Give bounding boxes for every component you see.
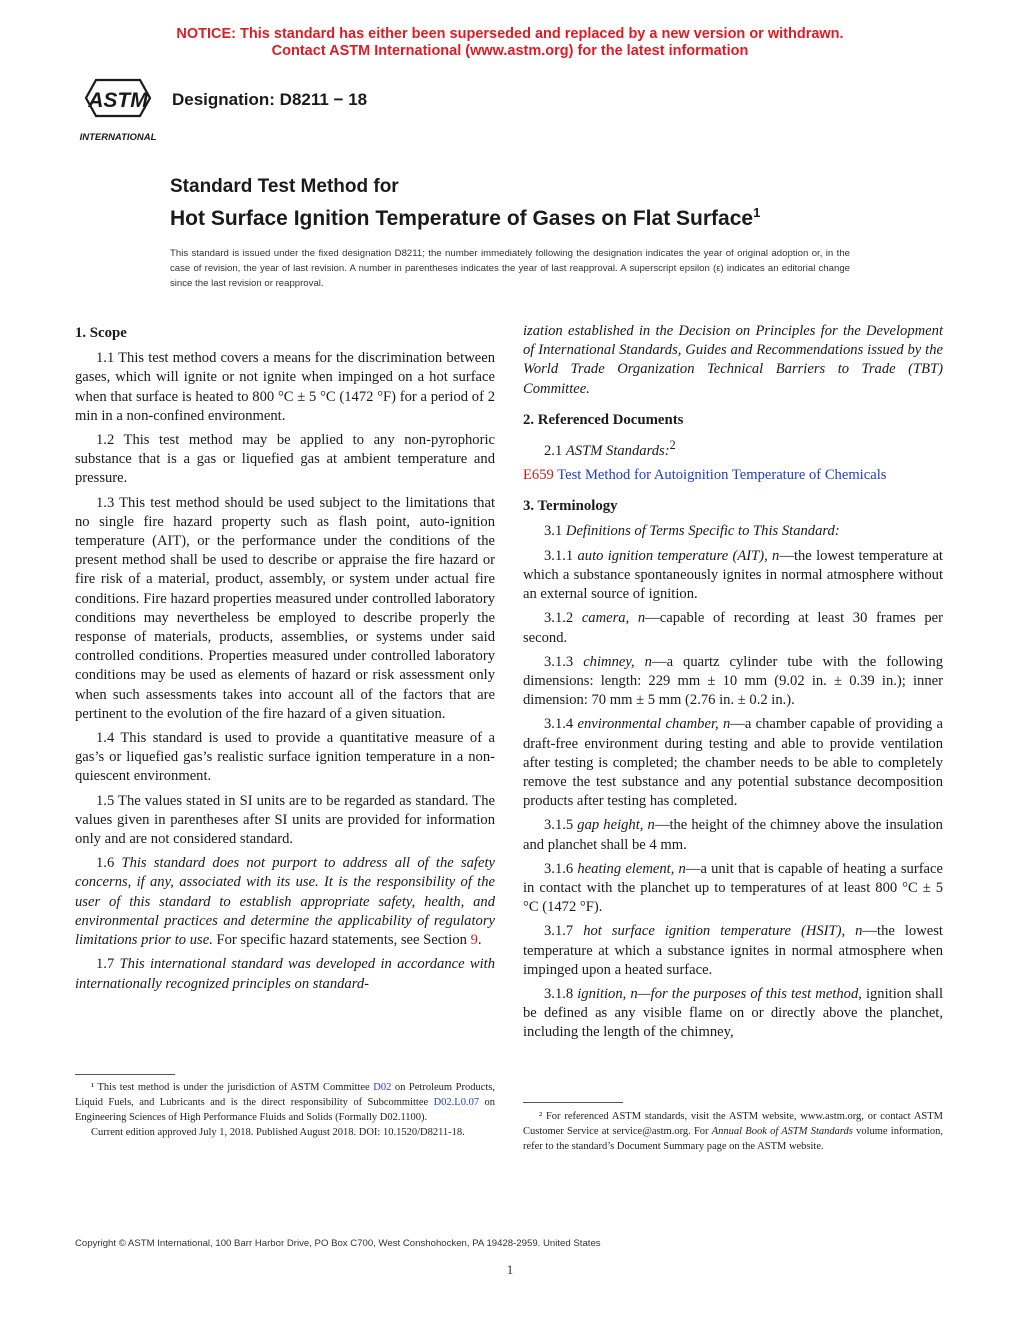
para-1-7-italic: This international standard was developed in accordance with internationally recognized principles on standard-	[75, 956, 496, 992]
para-1-7-continued: ization established in the Decision on Principles for the Development of International Standards, Guides and Recommendations issued by the World Trade Organization Technical Barriers to Trade (TBT) Committee.	[523, 323, 943, 397]
fn2-italic: Annual Book of ASTM Standards	[711, 1126, 853, 1137]
para-1-3: 1.3 This test method should be used subject to the limitations that no single fire hazard property such as flash point, auto-ignition temperature (AIT), or the performance under the conditions of the present method shall be used to describe or appraise the fire hazard or fire risk of a material, product, assembly, or system under actual fire conditions. Fire hazard properties measured under controlled laboratory conditions may nevertheless be employed to describe properly the response of materials, products, assemblies, or systems under said controlled conditions. Properties measured under controlled laboratory conditions may be used as elements of hazard or risk assessment only when such assessments takes into account all of the factors that are pertinent to the evolution of the fire hazard of a given situation.	[75, 494, 495, 722]
term-def: —the height of the chimney above the insulation and planchet shall be 4 mm.	[523, 817, 943, 853]
term-def: —a chamber capable of providing a draft-free environment during testing and able to provide ventilation after testing is completed; the chamber needs to be able to completely remove the test substance and any potential substance decomposition products after testing has completed.	[523, 716, 943, 810]
term-name: heating element, n	[577, 860, 686, 877]
notice-line-2: Contact ASTM International (www.astm.org) for the latest information	[271, 43, 749, 59]
footnote-rule-left	[75, 1074, 175, 1075]
logo-mark: ASTM	[88, 89, 148, 112]
para-1-4: 1.4 This standard is used to provide a quantitative measure of a gas’s or liquefied gas’s realistic surface ignition temperature in a non-quiescent environment.	[75, 730, 495, 785]
footnote-2-marker: 2	[669, 438, 676, 453]
fn2-part: ² For referenced ASTM standards, visit the ASTM website, www.astm.org, or contact ASTM Customer Service at service@astm.org. For	[523, 1111, 943, 1137]
term-def: —a quartz cylinder tube with the following dimensions: length: 229 mm ± 10 mm (9.02 in. ± 0.39 in.); inner dimension: 70 mm ± 5 mm (2.76 in. ± 0.2 in.).	[523, 653, 943, 709]
term-name: environmental chamber, n	[577, 716, 731, 733]
committee-d02-link[interactable]: D02	[373, 1082, 392, 1093]
term-name: auto ignition temperature (AIT), n	[577, 547, 780, 564]
footnote-rule-right	[523, 1102, 623, 1103]
referenced-standard-e659[interactable]	[523, 466, 943, 485]
para-1-6-num: 1.6	[96, 855, 115, 872]
para-1-6-tail: For specific hazard statements, see Section	[216, 932, 467, 949]
para-2-1-num: 2.1	[544, 442, 563, 459]
section-heading-scope: 1. Scope	[75, 325, 127, 341]
subcommittee-link[interactable]: D02.L0.07	[433, 1097, 480, 1108]
term-definition	[523, 609, 943, 647]
section-9-link[interactable]: 9	[470, 932, 478, 949]
para-3-1-num: 3.1	[544, 523, 563, 540]
term-num: 3.1.1	[544, 547, 574, 564]
ref-title-link[interactable]: Test Method for Autoignition Temperature of Chemicals	[557, 467, 887, 484]
fn1-part: on Petroleum Products, Liquid Fuels, and Lubricants and is the direct responsibility of Subcommittee	[75, 1082, 495, 1108]
term-num: 3.1.6	[544, 860, 574, 877]
term-name: hot surface ignition temperature (HSIT), n	[583, 923, 863, 940]
term-def: —a unit that is capable of heating a surface in contact with the planchet up to temperatures of at least 800 °C ± 5 °C (1472 °F).	[523, 860, 943, 916]
term-name: ignition, n—for the purposes of this test method	[577, 985, 859, 1002]
term-num: 3.1.7	[544, 923, 574, 940]
para-1-5: 1.5 The values stated in SI units are to be regarded as standard. The values given in parentheses after SI units are provided for information only and are not considered standard.	[75, 792, 495, 848]
term-definition	[523, 715, 943, 811]
term-num: 3.1.4	[544, 716, 574, 733]
document-title	[170, 175, 760, 233]
para-2-1	[523, 436, 943, 461]
para-1-7-num: 1.7	[96, 956, 115, 973]
term-definition	[523, 653, 943, 711]
term-num: 3.1.3	[544, 653, 574, 670]
title-line-2	[170, 199, 760, 233]
right-column	[523, 322, 943, 1048]
section-heading-terminology: 3. Terminology	[523, 498, 618, 515]
para-3-1	[523, 522, 943, 541]
left-column	[75, 322, 495, 999]
footnote-2	[523, 1109, 943, 1154]
notice-line-1: NOTICE: This standard has either been superseded and replaced by a new version or withdrawn.	[176, 26, 844, 42]
term-def: —capable of recording at least 30 frames per second.	[523, 610, 943, 646]
ref-code-link[interactable]: E659	[523, 467, 554, 484]
title-footnote-marker: 1	[753, 205, 761, 220]
astm-logo	[76, 74, 160, 146]
title-line-1: Standard Test Method for	[170, 176, 399, 197]
term-def: —the lowest temperature at which a substance spontaneously ignites in normal atmosphere without an external source of ignition.	[523, 547, 943, 603]
para-1-1: 1.1 This test method covers a means for the discrimination between gases, which will ignite or not ignite when impinged on a hot surface when that surface is heated to 800 °C ± 5 °C (1472 °F) for a period of 2 min in a non-confined environment.	[75, 350, 495, 424]
term-num: 3.1.5	[544, 817, 574, 834]
section-heading-referenced-documents: 2. Referenced Documents	[523, 411, 684, 428]
title-main: Hot Surface Ignition Temperature of Gases on Flat Surface	[170, 207, 754, 230]
term-definition	[523, 985, 943, 1043]
para-1-2: 1.2 This test method may be applied to any non-pyrophoric substance that is a gas or liquefied gas at ambient temperature and pressure.	[75, 432, 495, 487]
page-number: 1	[506, 1262, 514, 1277]
copyright-line: Copyright © ASTM International, 100 Barr Harbor Drive, PO Box C700, West Conshohocken, PA 19428-2959. United States	[75, 1238, 601, 1249]
footnote-1-text	[75, 1080, 495, 1125]
para-2-1-text: ASTM Standards:	[565, 442, 670, 459]
notice-banner	[0, 26, 1020, 60]
term-definition	[523, 860, 943, 918]
issuance-note: This standard is issued under the fixed designation D8211; the number immediately following the designation indicates the year of original adoption or, in the case of revision, the year of last revision. A number in parentheses indicates the year of last reapproval. A superscript epsilon (ε) indicates an editorial change since the last revision or reapproval.	[170, 248, 850, 289]
designation: Designation: D8211 − 18	[172, 90, 368, 109]
fn1-part: ¹ This test method is under the jurisdiction of ASTM Committee	[91, 1082, 370, 1093]
para-3-1-text: Definitions of Terms Specific to This Standard:	[565, 523, 840, 540]
footnote-1	[75, 1080, 495, 1140]
term-definition	[523, 547, 943, 605]
term-definition	[523, 922, 943, 980]
footnote-2-text	[523, 1109, 943, 1154]
para-1-6-italic: This standard does not purport to address all of the safety concerns, if any, associated with its use. It is the responsibility of the user of this standard to establish appropriate safety, health, and environmental practices and determine the applicability of regulatory limitations prior to use.	[75, 855, 495, 949]
term-def: —the lowest temperature at which a substance ignites in normal atmosphere when impinged upon a heated surface.	[523, 923, 943, 978]
para-1-7	[75, 955, 495, 993]
fn2-part: volume information, refer to the standard’s Document Summary page on the ASTM website.	[523, 1126, 943, 1152]
term-name: camera, n	[581, 610, 646, 627]
para-1-6: 1.6 This standard does not purport to address all of the safety concerns, if any, associated with its use. It is the responsibility of the user of this standard to establish appropriate safety, health, and environmental practices and determine the applicability of regulatory limitations prior to use. For specific hazard statements, see Section 9.	[75, 855, 495, 949]
term-num: 3.1.2	[544, 610, 574, 627]
term-def: , ignition shall be defined as any visible flame on or directly above the planchet, including the length of the chimney,	[523, 985, 943, 1041]
term-num: 3.1.8	[544, 985, 574, 1002]
term-name: gap height, n	[577, 817, 655, 834]
logo-subtext: INTERNATIONAL	[79, 132, 157, 143]
term-name: chimney, n	[583, 653, 652, 670]
footnote-1-approval: Current edition approved July 1, 2018. Published August 2018. DOI: 10.1520/D8211-18.	[91, 1127, 465, 1138]
term-definition	[523, 816, 943, 854]
fn1-part: on Engineering Sciences of High Performance Fluids and Solids (Formally D02.1100).	[75, 1097, 496, 1123]
